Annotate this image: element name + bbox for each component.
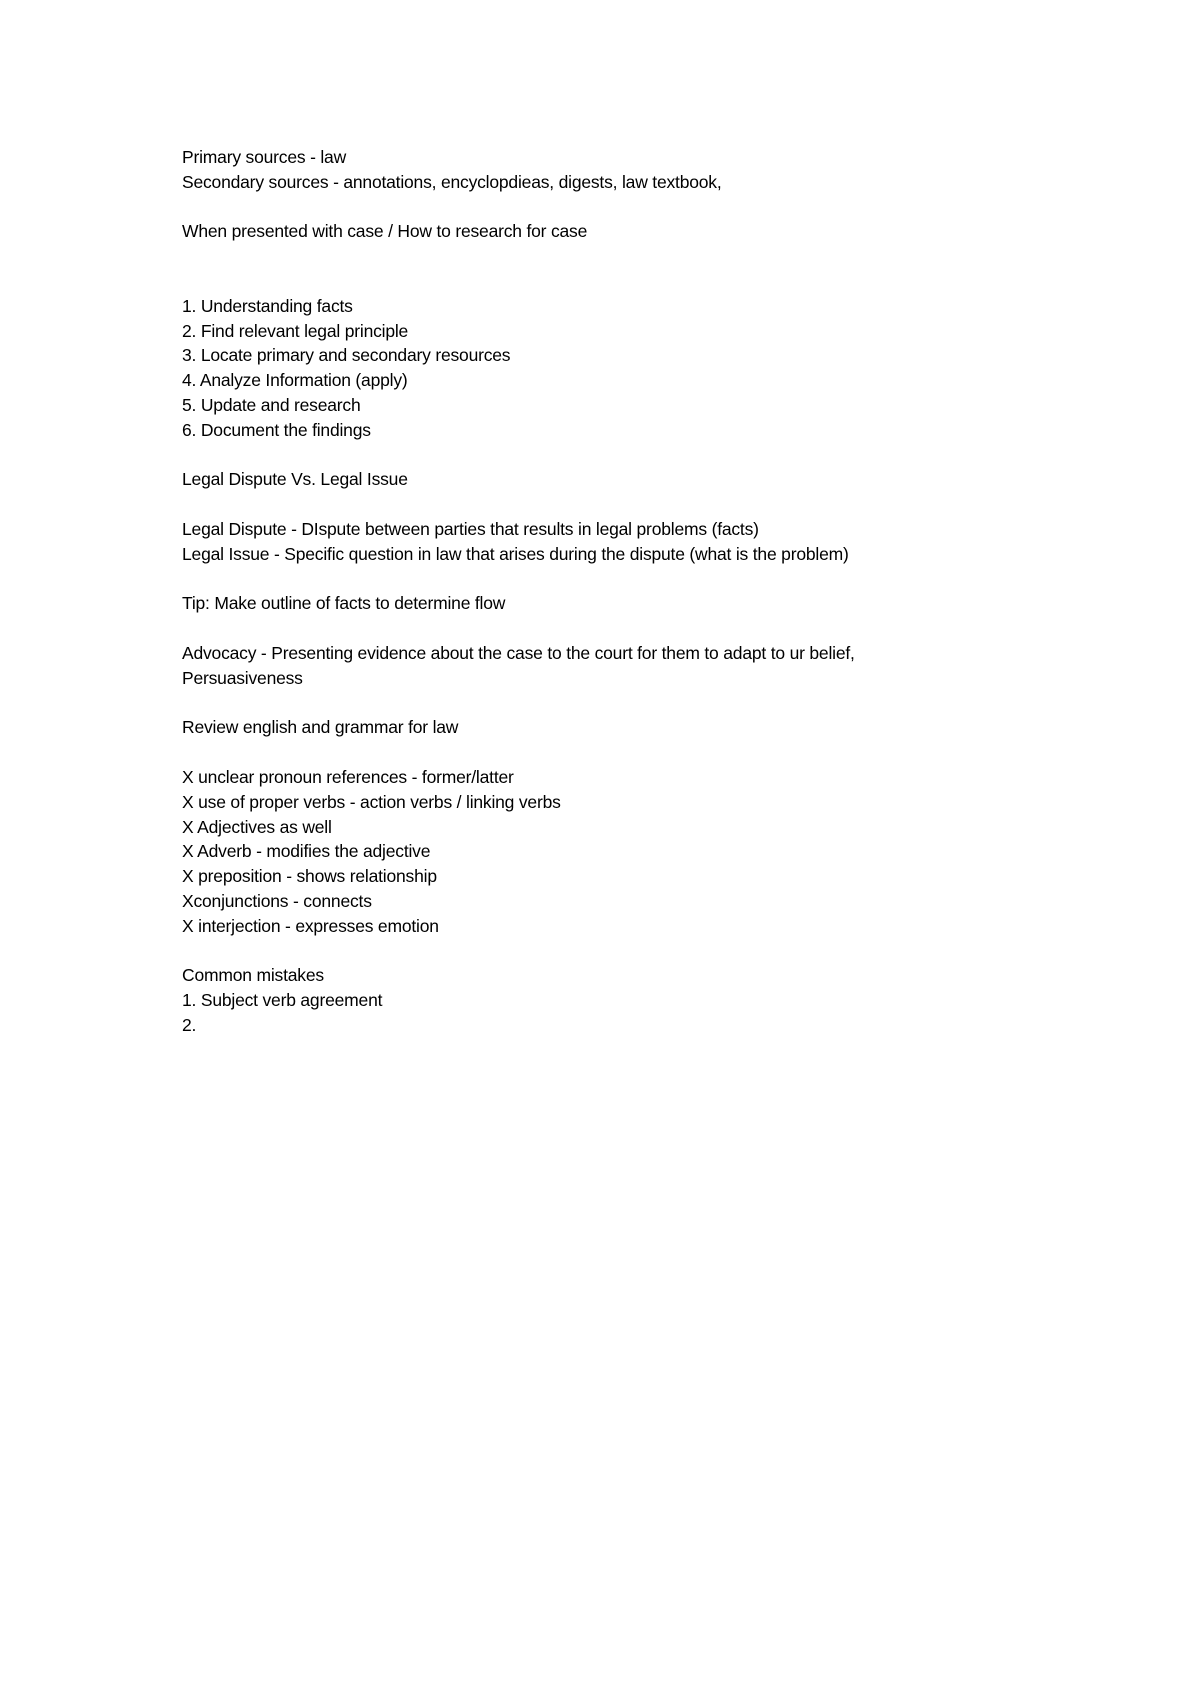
list-item: 3. Locate primary and secondary resources: [182, 345, 511, 366]
advocacy-line: Advocacy - Presenting evidence about the case to the court for them to adapt to ur belief,: [182, 642, 855, 663]
spacer: [182, 616, 1142, 641]
spacer: [182, 691, 1142, 716]
list-item: X interjection - expresses emotion: [182, 915, 439, 936]
spacer: [182, 492, 1142, 517]
dispute-heading: Legal Dispute Vs. Legal Issue: [182, 469, 408, 490]
spacer: [182, 244, 1142, 269]
list-item: 1. Subject verb agreement: [182, 990, 383, 1011]
spacer: [182, 269, 1142, 294]
primary-sources-line: Primary sources - law: [182, 147, 347, 167]
research-steps-list: [182, 294, 1142, 443]
mistakes-heading: Common mistakes: [182, 965, 324, 986]
list-item: 1. Understanding facts: [182, 295, 353, 316]
legal-dispute-definition: Legal Dispute - DIspute between parties that results in legal problems (facts): [182, 518, 759, 539]
list-item: Xconjunctions - connects: [182, 890, 372, 911]
grammar-items-list: [182, 765, 1142, 939]
list-item: 2.: [182, 1014, 197, 1035]
list-item: X unclear pronoun references - former/latter: [182, 766, 514, 787]
list-item: 5. Update and research: [182, 394, 361, 415]
advocacy-continuation: Persuasiveness: [182, 667, 303, 688]
list-item: X use of proper verbs - action verbs / linking verbs: [182, 791, 561, 812]
research-heading: When presented with case / How to research for case: [182, 221, 588, 242]
mistakes-list: [182, 988, 1142, 1038]
spacer: [182, 567, 1142, 592]
list-item: X Adjectives as well: [182, 816, 332, 837]
list-item: 4. Analyze Information (apply): [182, 370, 408, 391]
list-item: X preposition - shows relationship: [182, 866, 437, 887]
spacer: [182, 939, 1142, 964]
legal-issue-definition: Legal Issue - Specific question in law that arises during the dispute (what is the problem): [182, 543, 849, 564]
list-item: 6. Document the findings: [182, 419, 371, 440]
grammar-heading: Review english and grammar for law: [182, 717, 459, 738]
secondary-sources-line: Secondary sources - annotations, encyclopdieas, digests, law textbook,: [182, 171, 722, 192]
spacer: [182, 443, 1142, 468]
spacer: [182, 740, 1142, 765]
spacer: [182, 195, 1142, 220]
document-body: [182, 145, 1142, 1038]
list-item: X Adverb - modifies the adjective: [182, 841, 431, 862]
tip-line: Tip: Make outline of facts to determine flow: [182, 593, 506, 614]
list-item: 2. Find relevant legal principle: [182, 320, 409, 341]
